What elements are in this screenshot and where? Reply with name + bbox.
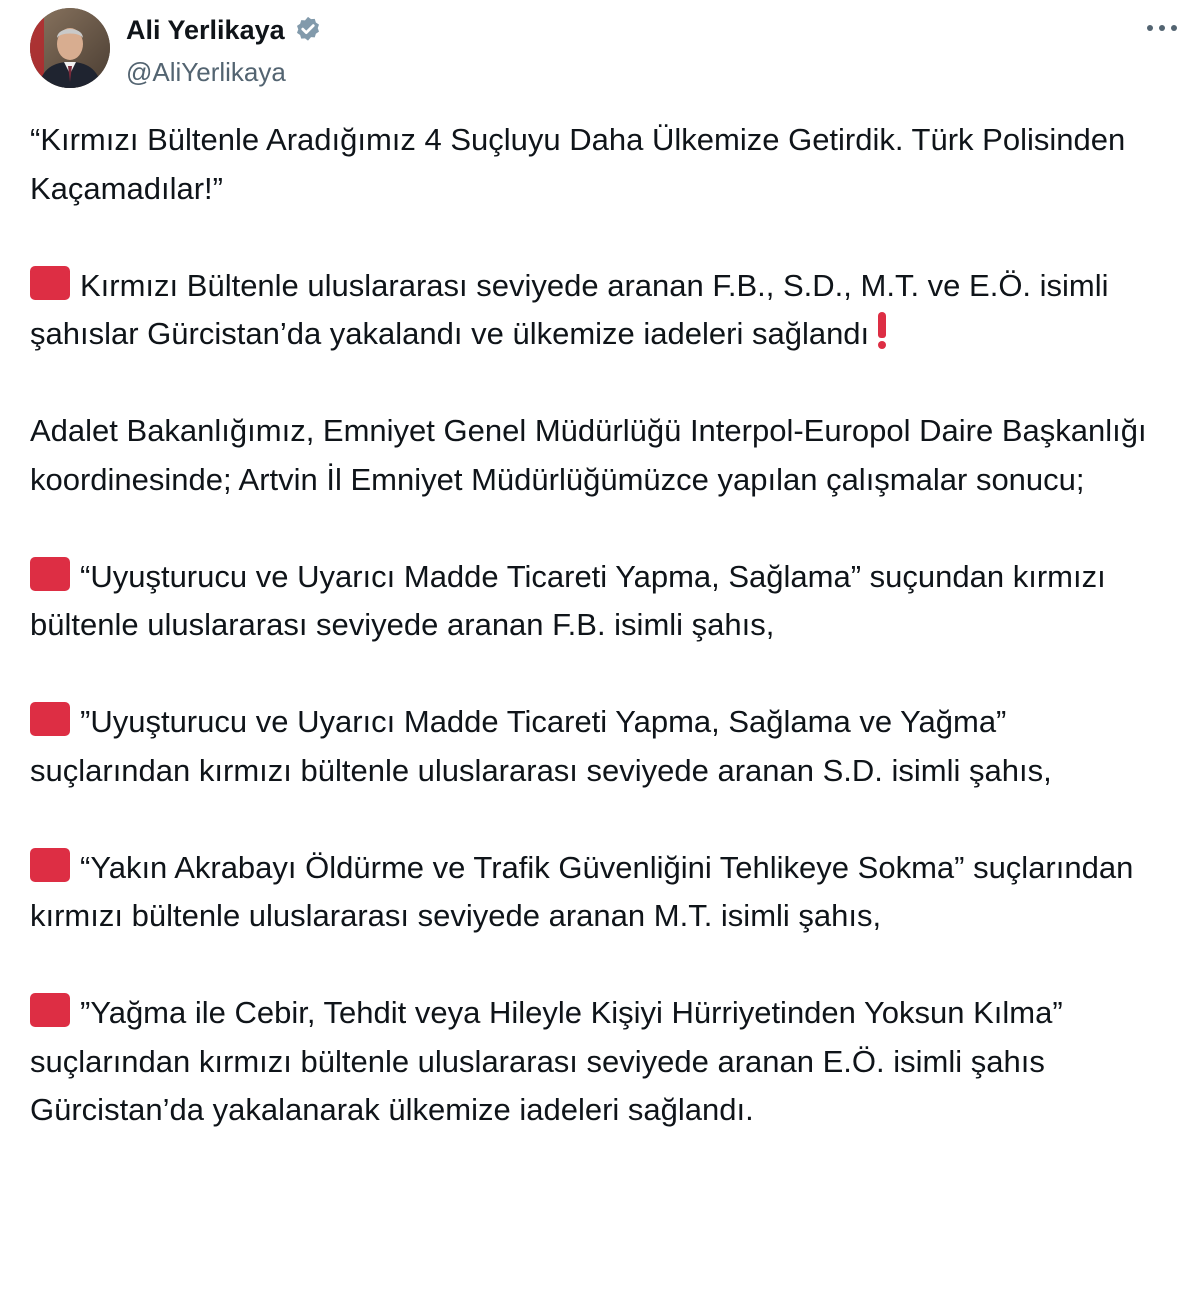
more-horizontal-icon[interactable]	[1144, 18, 1180, 38]
tweet-text	[30, 116, 1170, 1135]
red-square-icon	[30, 266, 70, 300]
tweet-header	[30, 6, 1180, 90]
user-handle[interactable]: @AliYerlikaya	[126, 57, 286, 87]
red-square-icon	[30, 848, 70, 882]
avatar[interactable]	[30, 8, 110, 88]
red-square-icon	[30, 702, 70, 736]
name-row	[126, 14, 323, 46]
list-item	[30, 844, 1170, 941]
tweet-summary-paragraph	[30, 262, 1170, 359]
tweet-context: Adalet Bakanlığımız, Emniyet Genel Müdürlüğü Interpol-Europol Daire Başkanlığı koordinesinde; Artvin İl Emniyet Müdürlüğümüzce yapılan çalışmalar sonucu;	[30, 413, 1147, 497]
red-square-icon	[30, 993, 70, 1027]
list-item-text: “Yakın Akrabayı Öldürme ve Trafik Güvenliğini Tehlikeye Sokma” suçlarından kırmızı bültenle uluslararası seviyede aranan M.T. isimli şahıs,	[30, 849, 1134, 933]
red-exclamation-icon	[875, 312, 889, 350]
avatar-image	[30, 8, 110, 88]
list-item	[30, 698, 1170, 795]
list-item-text: “Uyuşturucu ve Uyarıcı Madde Ticareti Yapma, Sağlama” suçundan kırmızı bültenle uluslararası seviyede aranan F.B. isimli şahıs,	[30, 558, 1106, 642]
tweet-headline: “Kırmızı Bültenle Aradığımız 4 Suçluyu Daha Ülkemize Getirdik. Türk Polisinden Kaçamadılar!”	[30, 122, 1126, 206]
list-item-text: ”Yağma ile Cebir, Tehdit veya Hileyle Kişiyi Hürriyetinden Yoksun Kılma” suçlarından kırmızı bültenle uluslararası seviyede aranan E.Ö. isimli şahıs Gürcistan’da yakalanarak ülkemize iadeleri sağlandı.	[30, 995, 1063, 1127]
red-square-icon	[30, 557, 70, 591]
display-name[interactable]: Ali Yerlikaya	[126, 15, 285, 45]
list-item	[30, 553, 1170, 650]
tweet-summary: Kırmızı Bültenle uluslararası seviyede aranan F.B., S.D., M.T. ve E.Ö. isimli şahıslar Gürcistan’da yakalandı ve ülkemize iadeleri sağlandı	[30, 267, 1109, 351]
list-item	[30, 989, 1170, 1135]
verified-badge-icon[interactable]	[293, 15, 323, 45]
list-item-text: ”Uyuşturucu ve Uyarıcı Madde Ticareti Yapma, Sağlama ve Yağma” suçlarından kırmızı bültenle uluslararası seviyede aranan S.D. isimli şahıs,	[30, 704, 1052, 788]
